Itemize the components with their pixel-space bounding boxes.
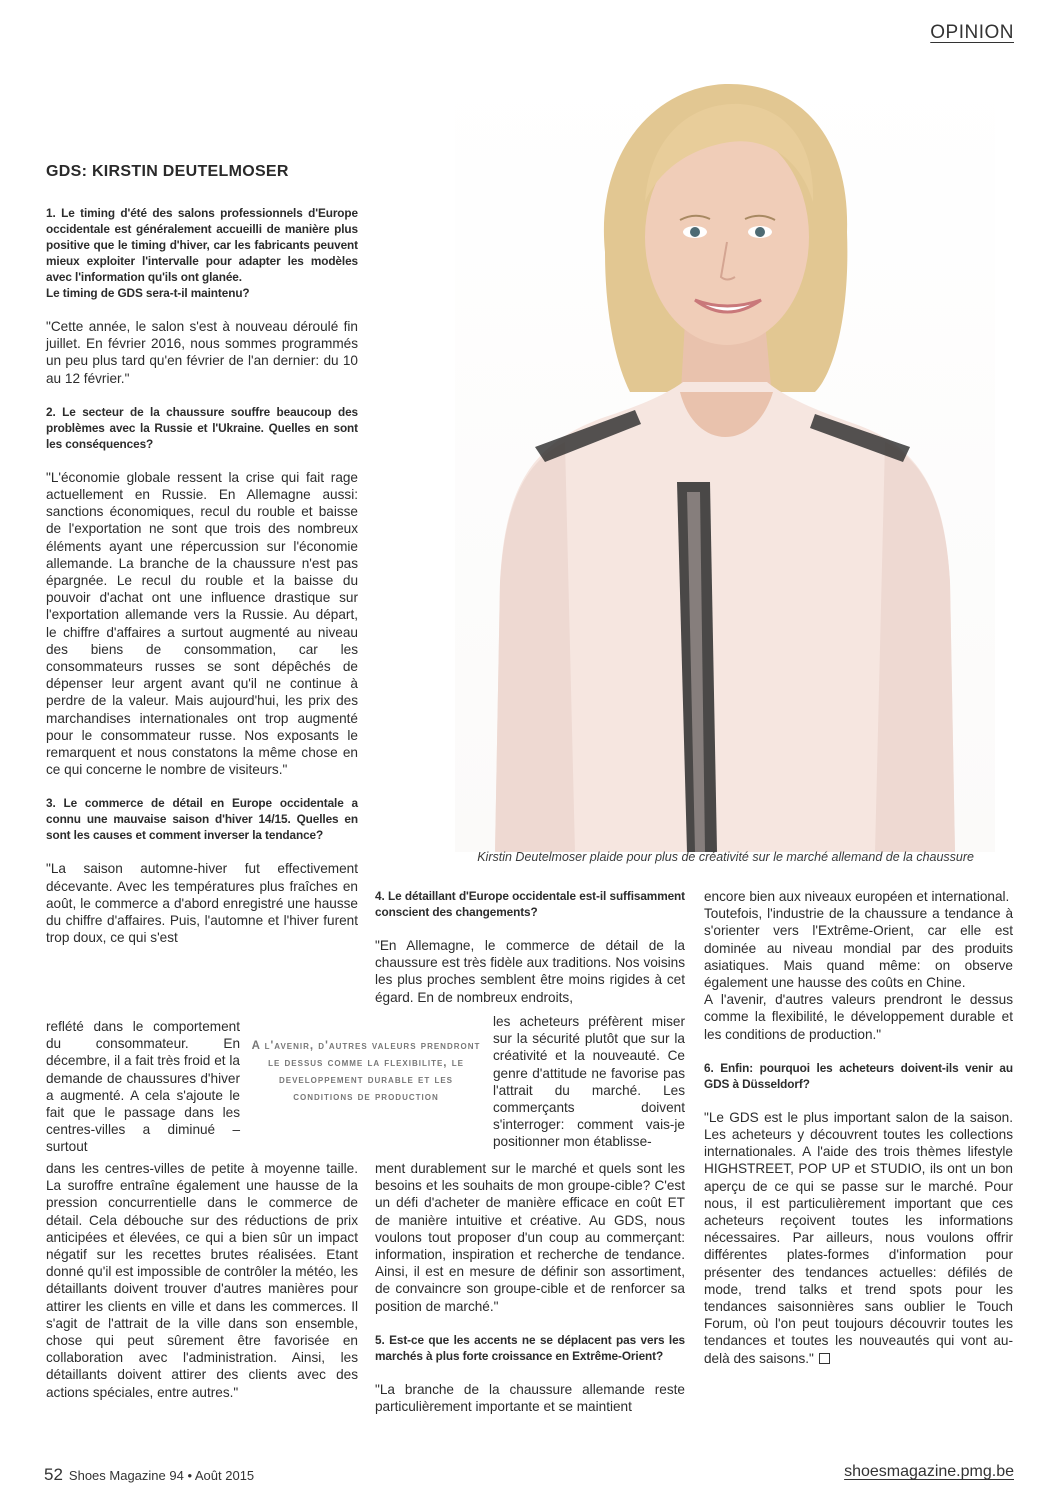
answer-5-part-4: A l'avenir, d'autres valeurs prendront le dessus comme la flexibilité, le développement durable et les conditions de production." [704, 992, 1013, 1042]
issue-info: Shoes Magazine 94 • Août 2015 [68, 1468, 255, 1483]
answer-4-part-1: "En Allemagne, le commerce de détail de la chaussure est très fidèle aux traditions. Nos voisins les plus proches semblent être moins rigides à cet égard. En de nombreux endroits, [375, 938, 685, 1005]
question-1: 1. Le timing d'été des salons professionnels d'Europe occidentale est généralement accueilli de manière plus positive que le timing d'hiver, car les fabricants peuvent mieux exploiter l'intervalle pour adapter les modèles avec l'information qu'ils ont glanée. [46, 206, 358, 284]
question-5: 5. Est-ce que les accents ne se déplacent pas vers les marchés à plus forte croissance en Extrême-Orient? [375, 1332, 685, 1363]
answer-5-part-2: encore bien aux niveaux européen et international. [704, 889, 1010, 904]
question-2: 2. Le secteur de la chaussure souffre beaucoup des problèmes avec la Russie et l'Ukraine. Quelles en sont les conséquences? [46, 404, 358, 451]
column-1-narrow [46, 1018, 240, 1156]
column-1-upper [46, 205, 358, 946]
question-3: 3. Le commerce de détail en Europe occidentale a connu une mauvaise saison d'hiver 14/15. Quelles en sont les causes et comment inverser la tendance? [46, 796, 358, 843]
portrait-photo [455, 62, 995, 852]
article-title: GDS: KIRSTIN DEUTELMOSER [46, 163, 289, 180]
photo-caption: Kirstin Deutelmoser plaide pour plus de créativité sur le marché allemand de la chaussure [477, 850, 974, 864]
column-2-lower [375, 1160, 685, 1415]
page-number: 52 [44, 1465, 63, 1484]
answer-1: "Cette année, le salon s'est à nouveau déroulé fin juillet. En février 2016, nous sommes programmés un peu plus tard qu'en février de l'an dernier: du 10 au 12 février." [46, 319, 358, 386]
answer-4-part-2: les acheteurs préfèrent miser sur la sécurité plutôt que sur la créativité et la nouveauté. Ce genre d'attitude ne favorise pas l'attrait du marché. Les commerçants doivent s'interroger: comment vais-je positionner mon établisse- [493, 1014, 685, 1150]
answer-4-part-3: ment durablement sur le marché et quels sont les besoins et les souhaits de mon groupe-cible? C'est un défi d'acheter de manière efficace en coût ET de manière intuitive et créative. Au GDS, nous voulons tout proposer d'un coup au commerçant: information, inspiration et recherche de tendance. Ainsi, il est en mesure de définir son assortiment, de convaincre son groupe-cible et de renforcer sa position de marché." [375, 1161, 685, 1314]
question-1-followup: Le timing de GDS sera-t-il maintenu? [46, 286, 250, 300]
column-3 [704, 888, 1013, 1367]
column-1-lower [46, 1160, 358, 1401]
portrait-illustration [455, 62, 995, 852]
pull-quote: A l'avenir, d'autres valeurs prendront le dessus comme la flexibilite, le developpement durable et les conditions de production [251, 1040, 481, 1103]
question-6: 6. Enfin: pourquoi les acheteurs doivent-ils venir au GDS à Düsseldorf? [704, 1060, 1013, 1091]
column-2-narrow [493, 1013, 685, 1151]
answer-3-part-1: "La saison automne-hiver fut effectivement décevante. Avec les températures plus fraîches en août, le commerce a d'abord enregistré une hausse du chiffre d'affaires. Puis, l'automne et l'hiver furent trop doux, ce qui s'est [46, 861, 358, 946]
answer-6-text: "Le GDS est le plus important salon de la saison. Les acheteurs y découvrent toutes les collections internationales. A l'aide des trois thèmes lifestyle HIGHSTREET, POP UP et STUDIO, ils ont un bon aperçu de ce qui se passe sur le marché. Pour nous, il est particulièrement important que ces acheteurs reçoivent toutes les informations nécessaires. Par ailleurs, nous voulons offrir différentes plates-formes d'information pour présenter des tendances actuelles: défilés de mode, trend talks et trend spots pour les tendances saisonnières sans oublier le Touch Forum, où l'on peut toujours découvrir toutes les tendances et toutes les nouveautés qui vont au-delà des saisons." [704, 1109, 1013, 1366]
footer-issue [44, 1465, 254, 1485]
answer-5-part-1: "La branche de la chaussure allemande reste particulièrement importante et se maintient [375, 1381, 685, 1415]
column-2-upper [375, 888, 685, 1006]
end-of-article-icon [819, 1353, 830, 1364]
answer-6 [704, 1109, 1013, 1367]
website-link[interactable]: shoesmagazine.pmg.be [844, 1463, 1014, 1480]
answer-5-part-3: Toutefois, l'industrie de la chaussure a tendance à s'orienter vers l'Extrême-Orient, car elle est dominée au niveau mondial par des produits asiatiques. Mais quand même: on observe également une hausse des coûts en Chine. [704, 906, 1013, 991]
question-4: 4. Le détaillant d'Europe occidentale est-il suffisamment conscient des changements? [375, 889, 685, 919]
answer-3-part-3: dans les centres-villes de petite à moyenne taille. La suroffre entraîne également une hausse de la pression concurrentielle dans le commerce de détail. Cela débouche sur des réductions de prix anticipées et élevées, ce qui a bien sûr un impact négatif sur les recettes brutes réalisées. Etant donné qu'il est impossible de contrôler la météo, les détaillants doivent trouver d'autres manières pour attirer les clients en ville et dans les commerces. Il s'agit de l'attrait de la ville dans son ensemble, chose qui peut sûrement être favorisée en collaboration avec l'administration. Ainsi, les détaillants doivent attirer des clients avec des actions spéciales, entre autres." [46, 1161, 358, 1400]
answer-3-part-2: reflété dans le comportement du consommateur. En décembre, il a fait très froid et la demande de chaussures d'hiver a augmenté. A cela s'ajoute le fait que le passage dans les centres-villes a diminué – surtout [46, 1019, 240, 1155]
answer-2: "L'économie globale ressent la crise qui fait rage actuellement en Russie. En Allemagne aussi: sanctions économiques, recul du rouble et baisse de l'exportation ne sont que trois des nombreux éléments ayant une répercussion sur l'économie allemande. La branche de la chaussure n'est pas épargnée. Le recul du rouble et la baisse du pouvoir d'achat ont une influence drastique sur l'exportation allemande vers la Russie. Au départ, le chiffre d'affaires a surtout augmenté au niveau des biens de consommation, car les consommateurs russes se sont dépêchés de dépenser leur argent avant qu'il ne continue à perdre de la valeur. Mais aujourd'hui, les prix des marchandises internationales ont trop augmenté pour le consommateur russe. Nos exposants le remarquent et nous constatons la même chose en ce qui concerne le nombre de visiteurs." [46, 469, 358, 778]
section-label: OPINION [930, 22, 1014, 43]
